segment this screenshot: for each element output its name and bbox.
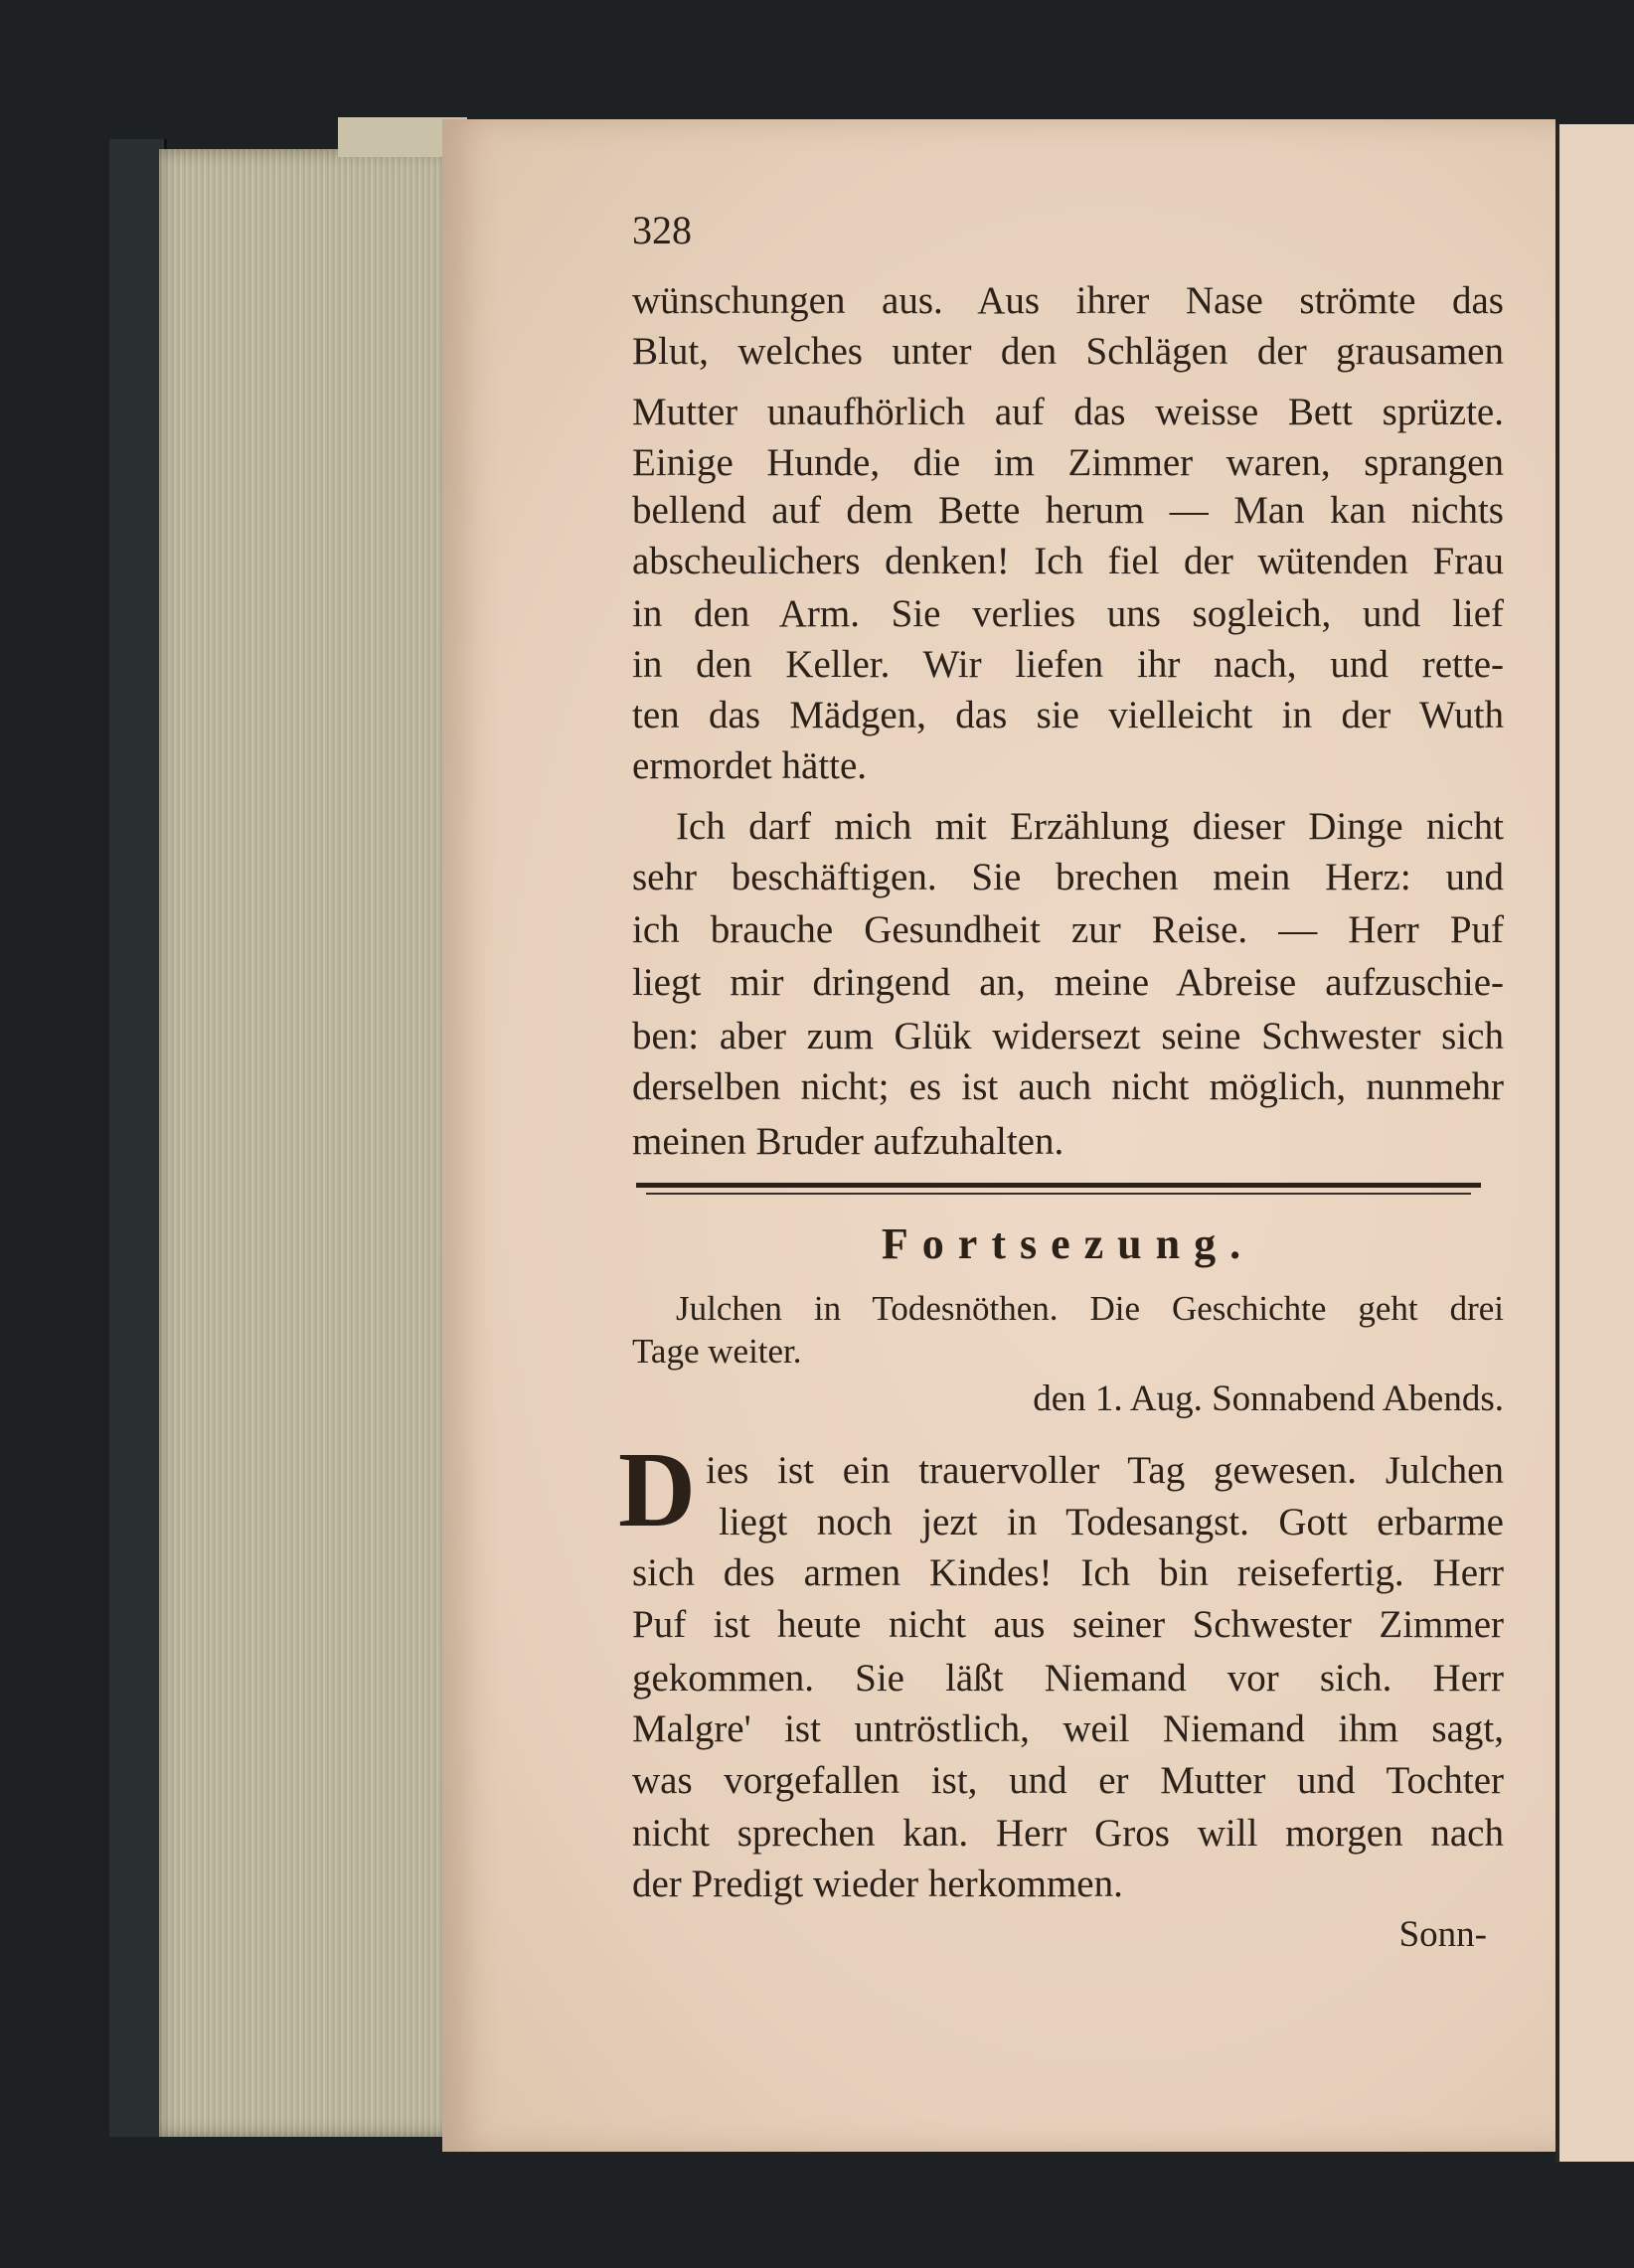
text-line: Malgre' ist untröstlich, weil Niemand ihm sagt,	[632, 1707, 1504, 1750]
section-divider	[636, 1183, 1481, 1188]
text-line: Puf ist heute nicht aus seiner Schwester Zimmer	[632, 1603, 1504, 1646]
text-line: ben: aber zum Glük widersezt seine Schwester sich	[632, 1015, 1504, 1057]
text-line: abscheulichers denken! Ich fiel der wütenden Frau	[632, 540, 1504, 582]
text-line: liegt noch jezt in Todesangst. Gott erbarme	[719, 1501, 1504, 1543]
page-number: 328	[632, 208, 692, 252]
text-line: Ich darf mich mit Erzählung dieser Dinge nicht	[676, 805, 1504, 848]
text-line: bellend auf dem Bette herum — Man kan nichts	[632, 489, 1504, 532]
text-line: ermordet hätte.	[632, 744, 868, 787]
text-line: sehr beschäftigen. Sie brechen mein Herz: und	[632, 856, 1504, 898]
text-line: meinen Bruder aufzuhalten.	[632, 1120, 1064, 1163]
text-line: ies ist ein trauervoller Tag gewesen. Julchen	[706, 1449, 1504, 1492]
catchword: Sonn-	[1398, 1914, 1487, 1955]
facing-page-edge	[1555, 124, 1634, 2162]
text-line: der Predigt wieder herkommen.	[632, 1863, 1123, 1905]
text-line: ten das Mädgen, das sie vielleicht in der Wuth	[632, 694, 1504, 736]
drop-cap: D	[618, 1431, 696, 1549]
text-line: Einige Hunde, die im Zimmer waren, sprangen	[632, 441, 1504, 484]
text-line: derselben nicht; es ist auch nicht möglich, nunmehr	[632, 1065, 1504, 1108]
text-line: Mutter unaufhörlich auf das weisse Bett sprüzte.	[632, 391, 1504, 433]
text-line: in den Keller. Wir liefen ihr nach, und rette-	[632, 643, 1504, 686]
text-line: ich brauche Gesundheit zur Reise. — Herr Puf	[632, 908, 1504, 951]
section-divider-thin	[646, 1193, 1471, 1195]
text-line: Blut, welches unter den Schlägen der grausamen	[632, 330, 1504, 373]
text-line: Tage weiter.	[632, 1332, 802, 1371]
text-line: wünschungen aus. Aus ihrer Nase strömte das	[632, 279, 1504, 322]
text-line: in den Arm. Sie verlies uns sogleich, und lief	[632, 592, 1504, 635]
text-line: nicht sprechen kan. Herr Gros will morgen nach	[632, 1812, 1504, 1855]
text-line: Julchen in Todesnöthen. Die Geschichte geht drei	[676, 1289, 1504, 1328]
text-line: liegt mir dringend an, meine Abreise aufzuschie-	[632, 961, 1504, 1004]
letter-dateline: den 1. Aug. Sonnabend Abends.	[1033, 1378, 1504, 1419]
page-fore-edge	[159, 149, 457, 2137]
text-line: gekommen. Sie läßt Niemand vor sich. Herr	[632, 1657, 1504, 1700]
text-line: was vorgefallen ist, und er Mutter und Tochter	[632, 1759, 1504, 1802]
text-line: sich des armen Kindes! Ich bin reisefertig. Herr	[632, 1551, 1504, 1594]
section-heading: Fortsezung.	[881, 1219, 1255, 1268]
